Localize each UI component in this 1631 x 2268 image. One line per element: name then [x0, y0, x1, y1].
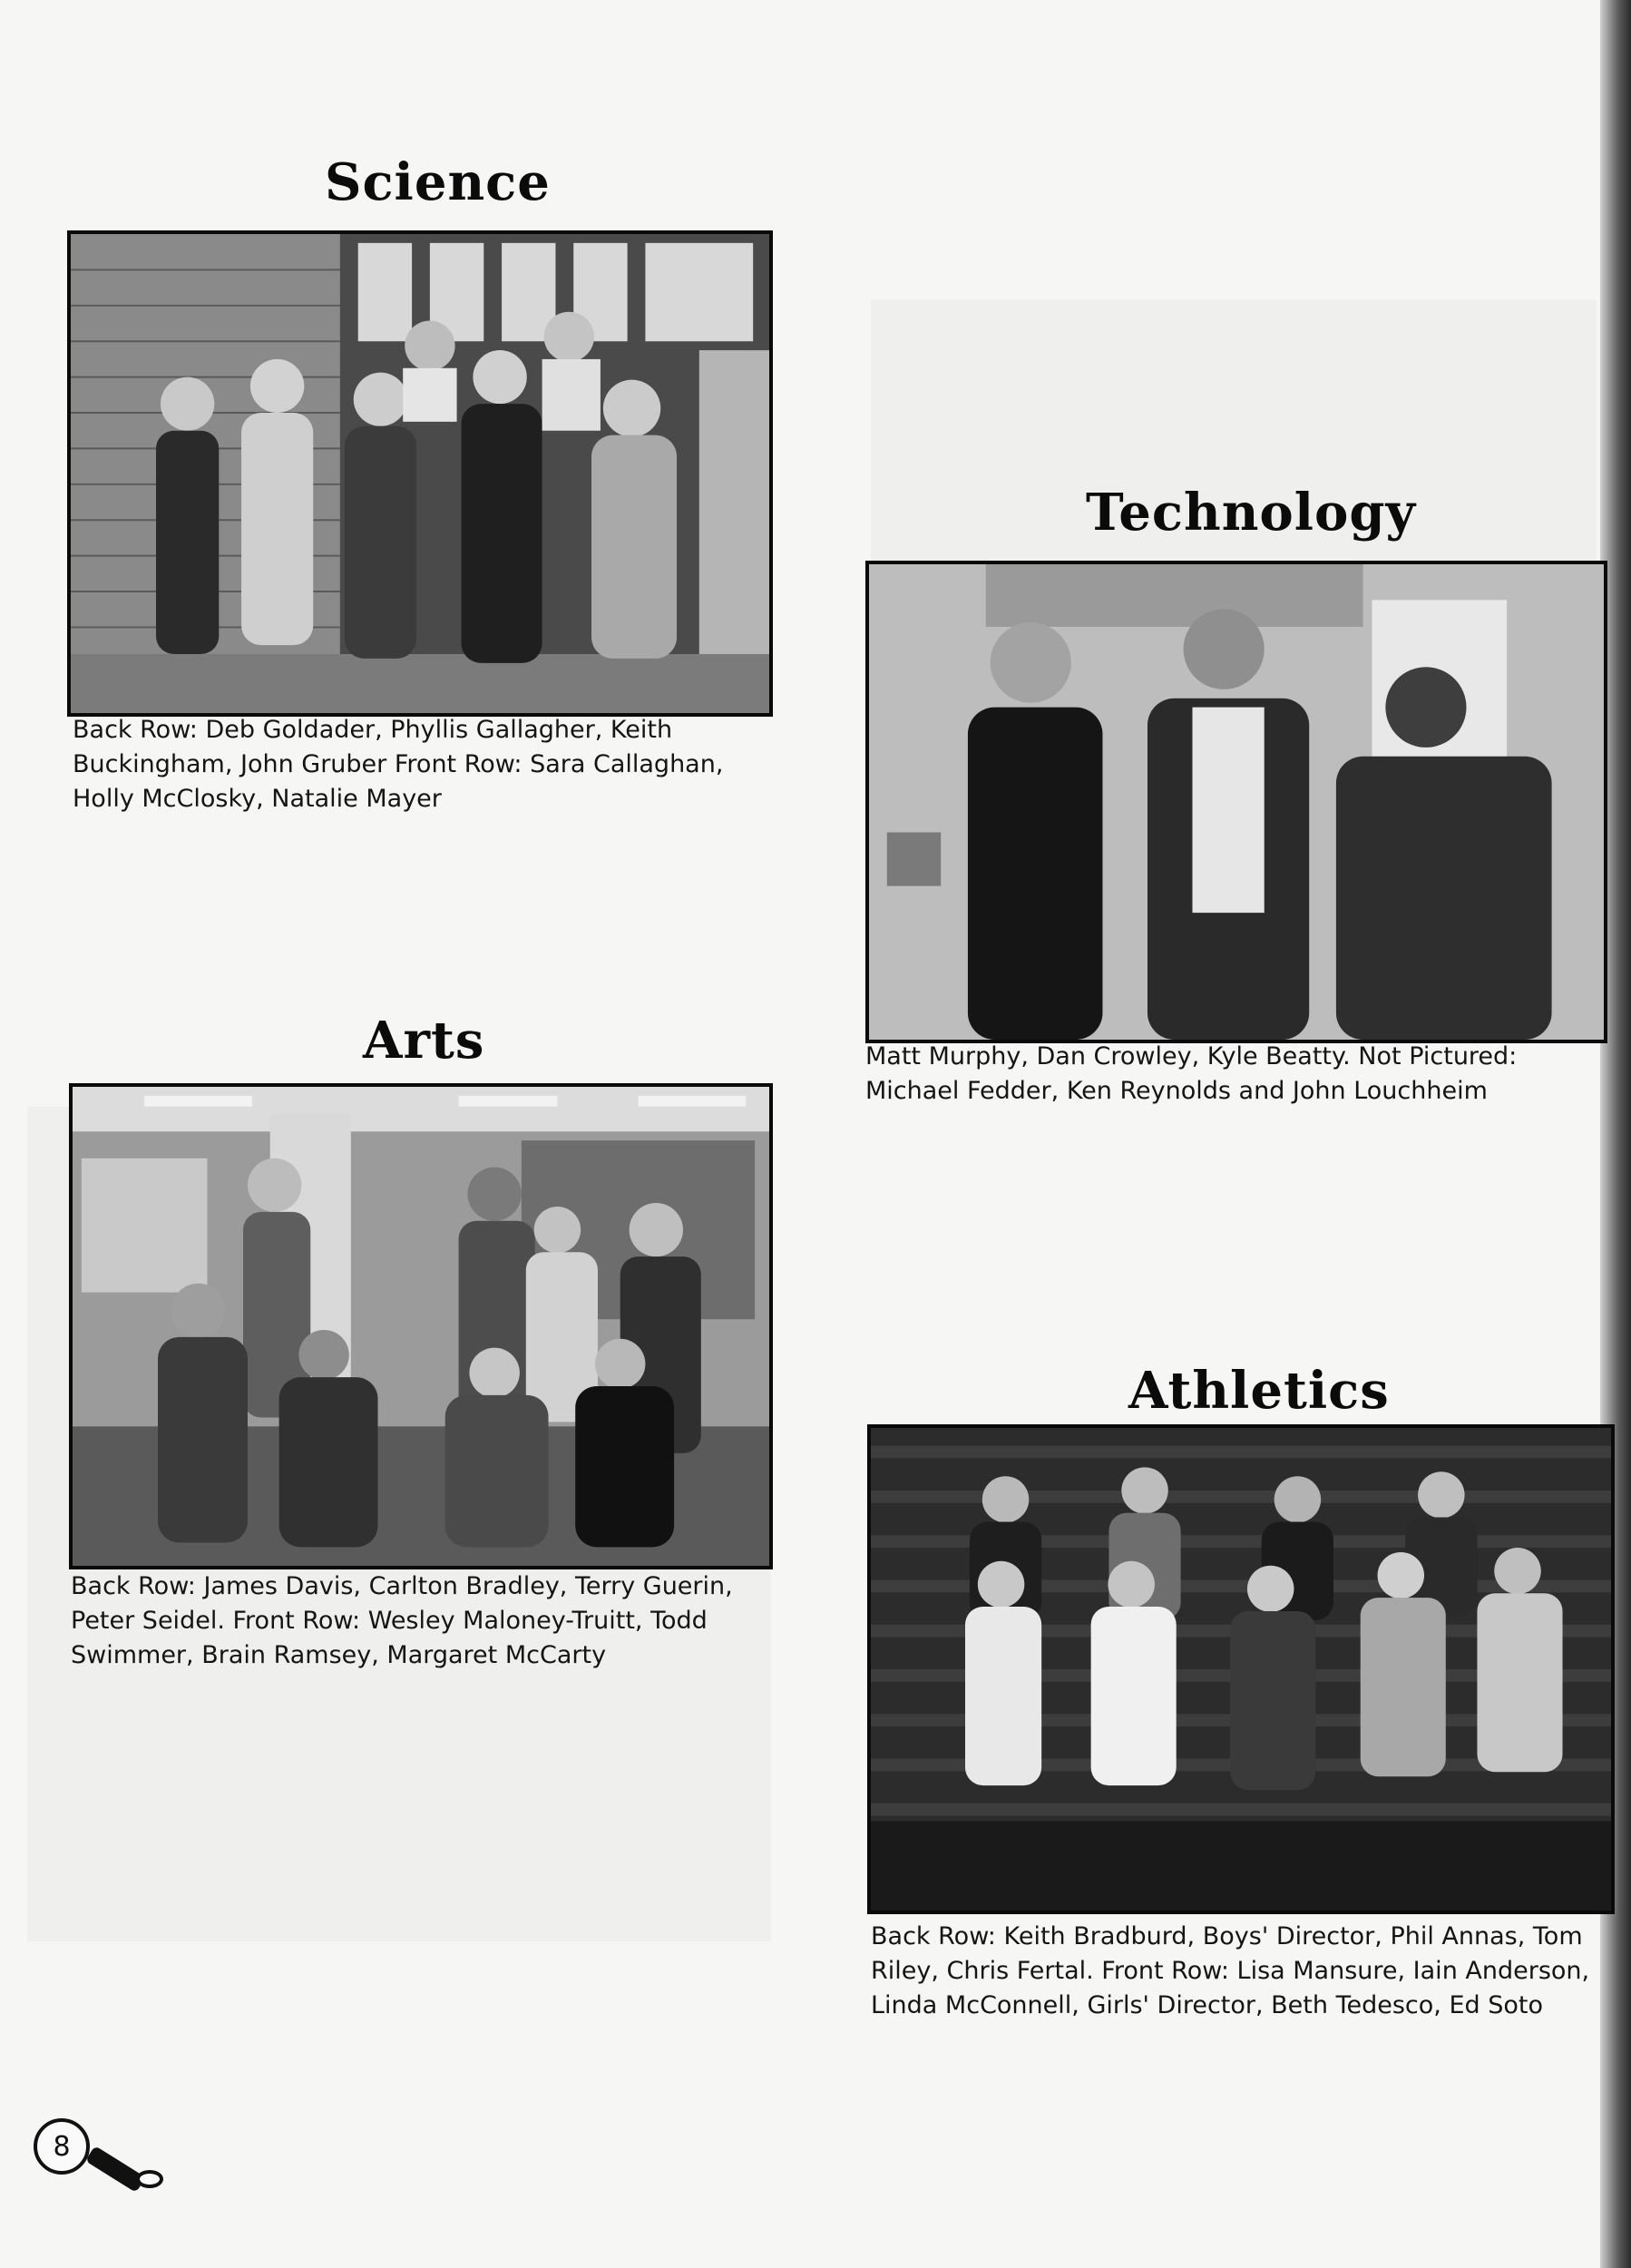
magnifier-tip-icon: [136, 2170, 163, 2188]
science-caption: Back Row: Deb Goldader, Phyllis Gallagher, Keith Buckingham, John Gruber Front Row: Sara Callaghan, Holly McClosky, Natalie Mayer: [73, 716, 724, 813]
science-title: Science: [325, 152, 551, 212]
arts-group-photo: [69, 1083, 773, 1569]
athletics-caption: Back Row: Keith Bradburd, Boys' Director, Phil Annas, Tom Riley, Chris Fertal. Front Row: Lisa Mansure, Iain Anderson, Linda McConnell, Girls' Director, Beth Tedesco, Ed Soto: [871, 1922, 1590, 2019]
page-number-badge: [29, 2114, 165, 2186]
magnifier-icon: [34, 2118, 90, 2175]
arts-title: Arts: [363, 1011, 485, 1070]
page-edge-shadow: [1600, 0, 1631, 2268]
technology-title: Technology: [1086, 483, 1417, 543]
athletics-group-photo: [867, 1424, 1615, 1914]
magnifier-handle-icon: [85, 2146, 146, 2193]
page-number: 8: [53, 2130, 71, 2163]
science-group-photo: [67, 230, 773, 717]
technology-group-photo: [865, 561, 1607, 1043]
arts-caption: Back Row: James Davis, Carlton Bradley, Terry Guerin, Peter Seidel. Front Row: Wesley Maloney-Truitt, Todd Swimmer, Brain Ramsey, Margaret McCarty: [71, 1572, 733, 1669]
athletics-title: Athletics: [1128, 1361, 1390, 1421]
technology-caption: Matt Murphy, Dan Crowley, Kyle Beatty. Not Pictured: Michael Fedder, Ken Reynolds and John Louchheim: [865, 1042, 1518, 1105]
